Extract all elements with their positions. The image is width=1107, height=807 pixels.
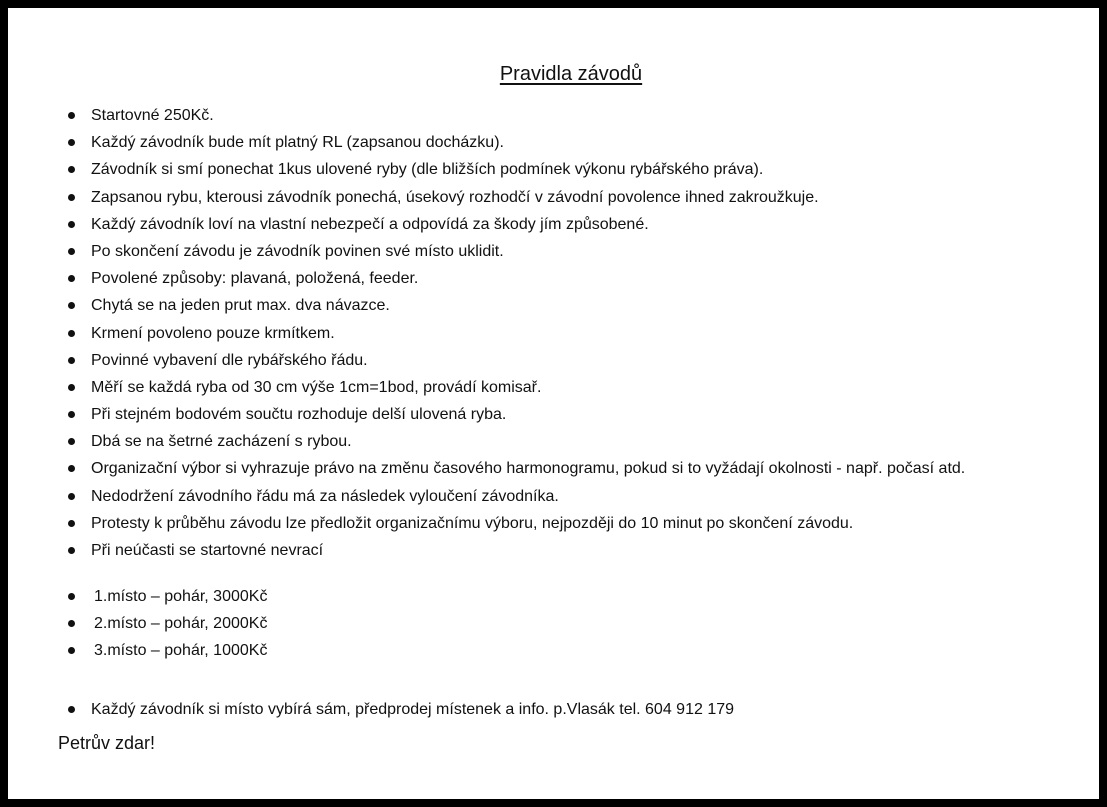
bullet-icon [68, 330, 75, 337]
closing-text: Petrův zdar! [58, 733, 156, 753]
rule-text: Protesty k průběhu závodu lze předložit organizačnímu výboru, nejpozději do 10 minut po skončení závodu. [91, 514, 854, 532]
bullet-icon [68, 139, 75, 146]
bullet-icon [68, 647, 75, 654]
bullet-icon [68, 194, 75, 201]
rule-item [8, 238, 965, 265]
rule-item [8, 401, 965, 428]
rule-item [8, 510, 965, 537]
rule-item [8, 483, 965, 510]
rule-item [8, 374, 965, 401]
bullet-icon [68, 275, 75, 282]
rule-text: Každý závodník bude mít platný RL (zapsanou docházku). [91, 134, 504, 152]
rule-text: Chytá se na jeden prut max. dva návazce. [91, 297, 390, 315]
rule-item [8, 292, 965, 319]
prize-text: 2.místo – pohár, 2000Kč [94, 615, 268, 633]
bullet-icon [68, 221, 75, 228]
rule-text: Povinné vybavení dle rybářského řádu. [91, 351, 368, 369]
rule-item [8, 211, 965, 238]
prizes-list [8, 583, 267, 665]
info-item [8, 696, 734, 723]
rule-item [8, 156, 965, 183]
bullet-icon [68, 493, 75, 500]
rule-text: Po skončení závodu je závodník povinen své místo uklidit. [91, 242, 504, 260]
rule-text: Závodník si smí ponechat 1kus ulovené ryby (dle bližších podmínek výkonu rybářského práva). [91, 161, 764, 179]
rule-text: Startovné 250Kč. [91, 107, 214, 124]
rule-item [8, 320, 965, 347]
bullet-icon [68, 112, 75, 119]
info-list [8, 696, 734, 723]
prize-text: 3.místo – pohár, 1000Kč [94, 642, 268, 660]
bullet-icon [68, 706, 75, 713]
bullet-icon [68, 465, 75, 472]
rules-list [8, 102, 965, 564]
rule-text: Dbá se na šetrné zacházení s rybou. [91, 433, 352, 451]
rule-text: Organizační výbor si vyhrazuje právo na změnu časového harmonogramu, pokud si to vyžádají okolnosti - např. počasí atd. [91, 460, 966, 478]
rule-text: Zapsanou rybu, kterousi závodník ponechá, úsekový rozhodčí v závodní povolence ihned zakroužkuje. [91, 188, 819, 206]
bullet-icon [68, 166, 75, 173]
bullet-icon [68, 357, 75, 364]
bullet-icon [68, 620, 75, 627]
bullet-icon [68, 411, 75, 418]
rule-item [8, 184, 965, 211]
document-title: Pravidla závodů [499, 63, 643, 85]
rule-item [8, 102, 965, 129]
rule-text: Při stejném bodovém součtu rozhoduje delší ulovená ryba. [91, 406, 507, 424]
rule-item [8, 455, 965, 482]
bullet-icon [68, 520, 75, 527]
bullet-icon [68, 248, 75, 255]
bullet-icon [68, 547, 75, 554]
prize-text: 1.místo – pohár, 3000Kč [94, 588, 268, 605]
info-text: Každý závodník si místo vybírá sám, předprodej místenek a info. p.Vlasák tel. 604 912 179 [91, 701, 735, 718]
rule-item [8, 347, 965, 374]
rule-item [8, 129, 965, 156]
bullet-icon [68, 302, 75, 309]
prize-item [8, 637, 267, 664]
rule-item [8, 428, 965, 455]
rule-text: Měří se každá ryba od 30 cm výše 1cm=1bod, provádí komisař. [91, 378, 542, 396]
document-page [8, 8, 1099, 799]
rule-text: Každý závodník loví na vlastní nebezpečí a odpovídá za škody jím způsobené. [91, 215, 649, 233]
bullet-icon [68, 438, 75, 445]
rule-text: Nedodržení závodního řádu má za následek vyloučení závodníka. [91, 487, 559, 505]
rule-item [8, 537, 965, 564]
rule-text: Při neúčasti se startovné nevrací [91, 542, 324, 559]
bullet-icon [68, 384, 75, 391]
prize-item [8, 583, 267, 610]
rule-text: Krmení povoleno pouze krmítkem. [91, 324, 335, 342]
prize-item [8, 610, 267, 637]
rule-item [8, 265, 965, 292]
rule-text: Povolené způsoby: plavaná, položená, feeder. [91, 270, 419, 288]
bullet-icon [68, 593, 75, 600]
